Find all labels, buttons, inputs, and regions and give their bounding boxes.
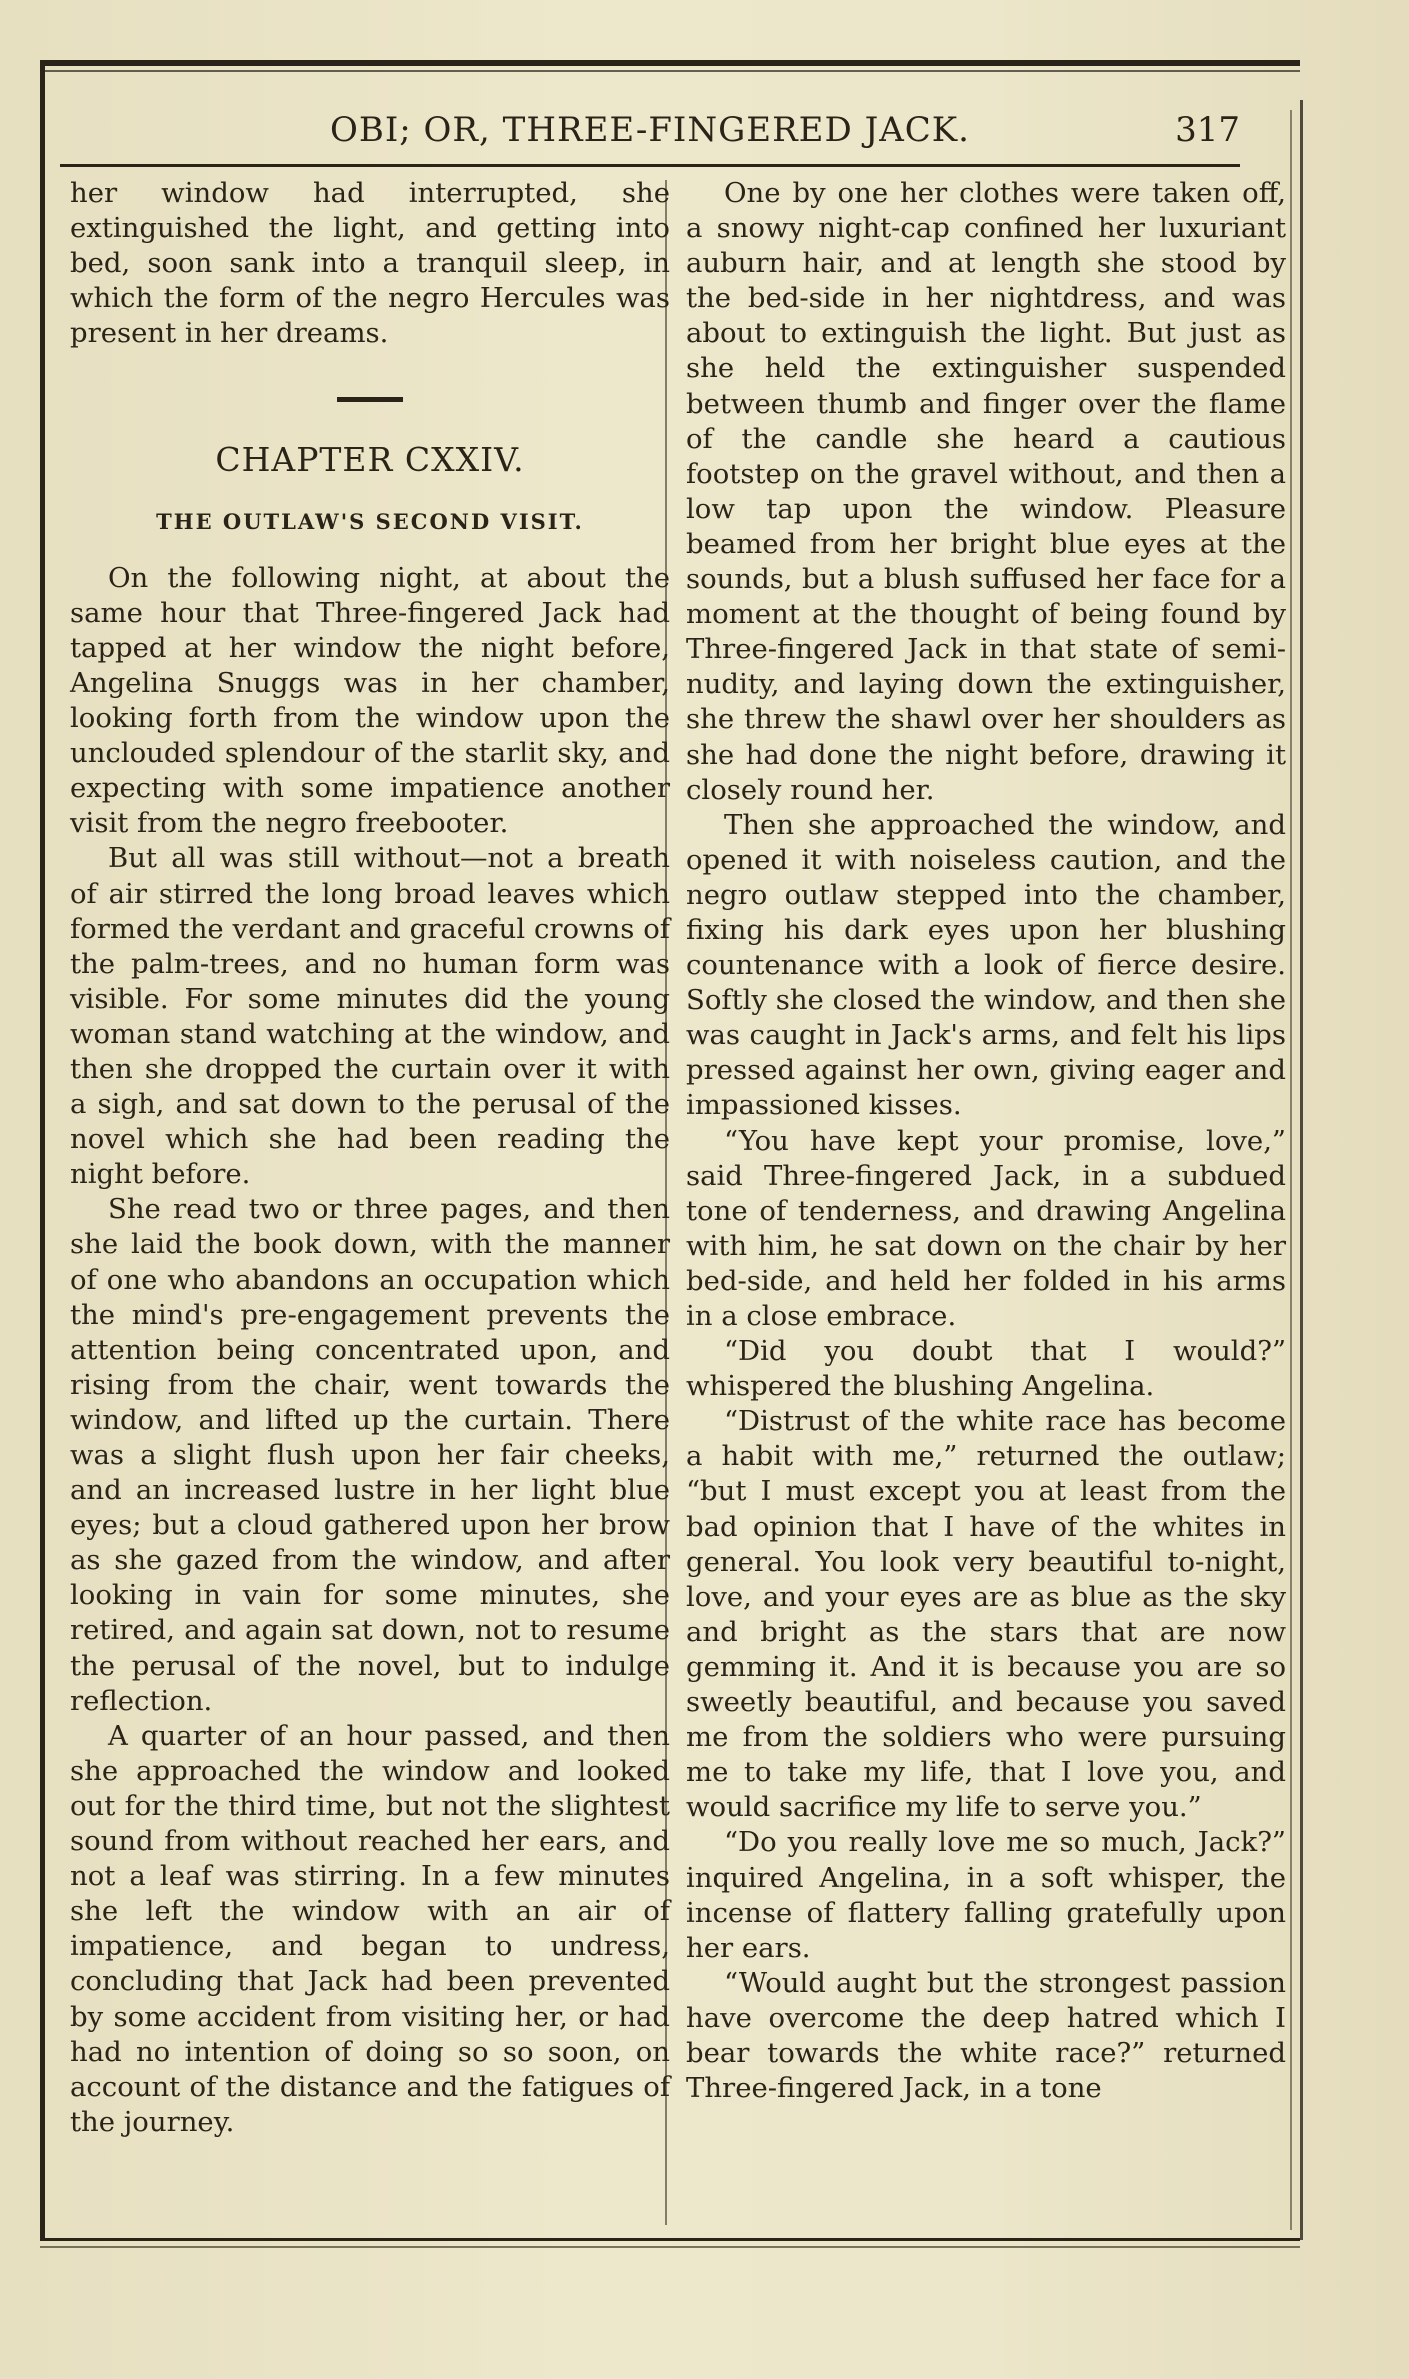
paragraph: One by one her clothes were taken off, a snowy night-cap confined her luxuriant auburn hair, and at length she stood by the bed-side in her nightdress, and was about to extinguish the light. But just as she held the extinguisher suspended between thumb and finger over the flame of the candle she heard a cautious footstep on the gravel without, and then a low tap upon the window. Pleasure beamed from her bright blue eyes at the sounds, but a blush suffused her face for a moment at the thought of being found by Three-fingered Jack in that state of semi-nudity, and laying down the extinguisher, she threw the shawl over her shoulders as she had done the night before, drawing it closely round her. [686,177,1286,806]
right-border-rule [1300,100,1303,2240]
paragraph: “Did you doubt that I would?” whispered the blushing Angelina. [686,1335,1286,1403]
paragraph: Then she approached the window, and opened it with noiseless caution, and the negro outlaw stepped into the chamber, fixing his dark eyes upon her blushing countenance with a look of fierce desire. Softly she closed the window, and then she was caught in Jack's arms, and felt his lips pressed against her own, giving eager and impassioned kisses. [686,808,1286,1122]
header-rule [60,164,1240,167]
chapter-heading: CHAPTER CXXIV. [215,440,525,480]
paragraph: She read two or three pages, and then she laid the book down, with the manner of one who abandons an occupation which the mind's pre-engagement prevents the attention being concentrated upon, and rising from the chair, went towards the window, and lifted up the curtain. There was a slight flush upon her fair cheeks, and an increased lustre in her light blue eyes; but a cloud gathered upon her brow as she gazed from the window, and after looking in vain for some minutes, she retired, and again sat down, not to resume the perusal of the novel, but to indulge reflection. [70,1193,670,1717]
paragraph: A quarter of an hour passed, and then she approached the window and looked out for the third time, but not the slightest sound from without reached her ears, and not a leaf was stirring. In a few minutes she left the window with an air of impatience, and began to undress, concluding that Jack had been prevented by some accident from visiting her, or had had no intention of doing so so soon, on account of the distance and the fatigues of the journey. [70,1719,670,2138]
right-column [686,176,1286,2106]
bottom-border-rule-thin [40,2246,1300,2248]
left-border-rule [40,60,45,2240]
bottom-border-rule [40,2238,1300,2241]
page-number: 317 [1175,110,1240,150]
chapter-subtitle: THE OUTLAW'S SECOND VISIT. [156,508,584,534]
top-border-rule [40,60,1300,66]
paragraph: “You have kept your promise, love,” said Three-fingered Jack, in a subdued tone of tenderness, and drawing Angelina with him, he sat down on the chair by her bed-side, and held her folded in his arms in a close embrace. [686,1124,1286,1332]
paragraph: “Do you really love me so much, Jack?” inquired Angelina, in a soft whisper, the incense of flattery falling gratefully upon her ears. [686,1826,1286,1964]
paragraph: But all was still without—not a breath of air stirred the long broad leaves which formed the verdant and graceful crowns of the palm-trees, and no human form was visible. For some minutes did the young woman stand watching at the window, and then she dropped the curtain over it with a sigh, and sat down to the perusal of the novel which she had been reading the night before. [70,842,670,1191]
page-header [60,100,1240,156]
left-column [70,176,670,2140]
running-title: OBI; OR, THREE-FINGERED JACK. [330,110,970,150]
right-border-rule-thin [1290,110,1292,2230]
section-rule [337,397,403,402]
paragraph: “Distrust of the white race has become a habit with me,” returned the outlaw; “but I must except you at least from the bad opinion that I have of the whites in general. You look very beautiful to-night, love, and your eyes are as blue as the sky and bright as the stars that are now gemming it. And it is because you are so sweetly beautiful, and because you saved me from the soldiers who were pursuing me to take my life, that I love you, and would sacrifice my life to serve you.” [686,1405,1286,1824]
top-border-rule-thin [40,70,1300,72]
paragraph: “Would aught but the strongest passion have overcome the deep hatred which I bear towards the white race?” returned Three-fingered Jack, in a tone [686,1966,1286,2105]
paragraph: her window had interrupted, she extinguished the light, and getting into bed, soon sank into a tranquil sleep, in which the form of the negro Hercules was present in her dreams. [70,177,670,350]
paragraph: On the following night, at about the same hour that Three-fingered Jack had tapped at her window the night before, Angelina Snuggs was in her chamber, looking forth from the window upon the unclouded splendour of the starlit sky, and expecting with some impatience another visit from the negro freebooter. [70,561,670,840]
